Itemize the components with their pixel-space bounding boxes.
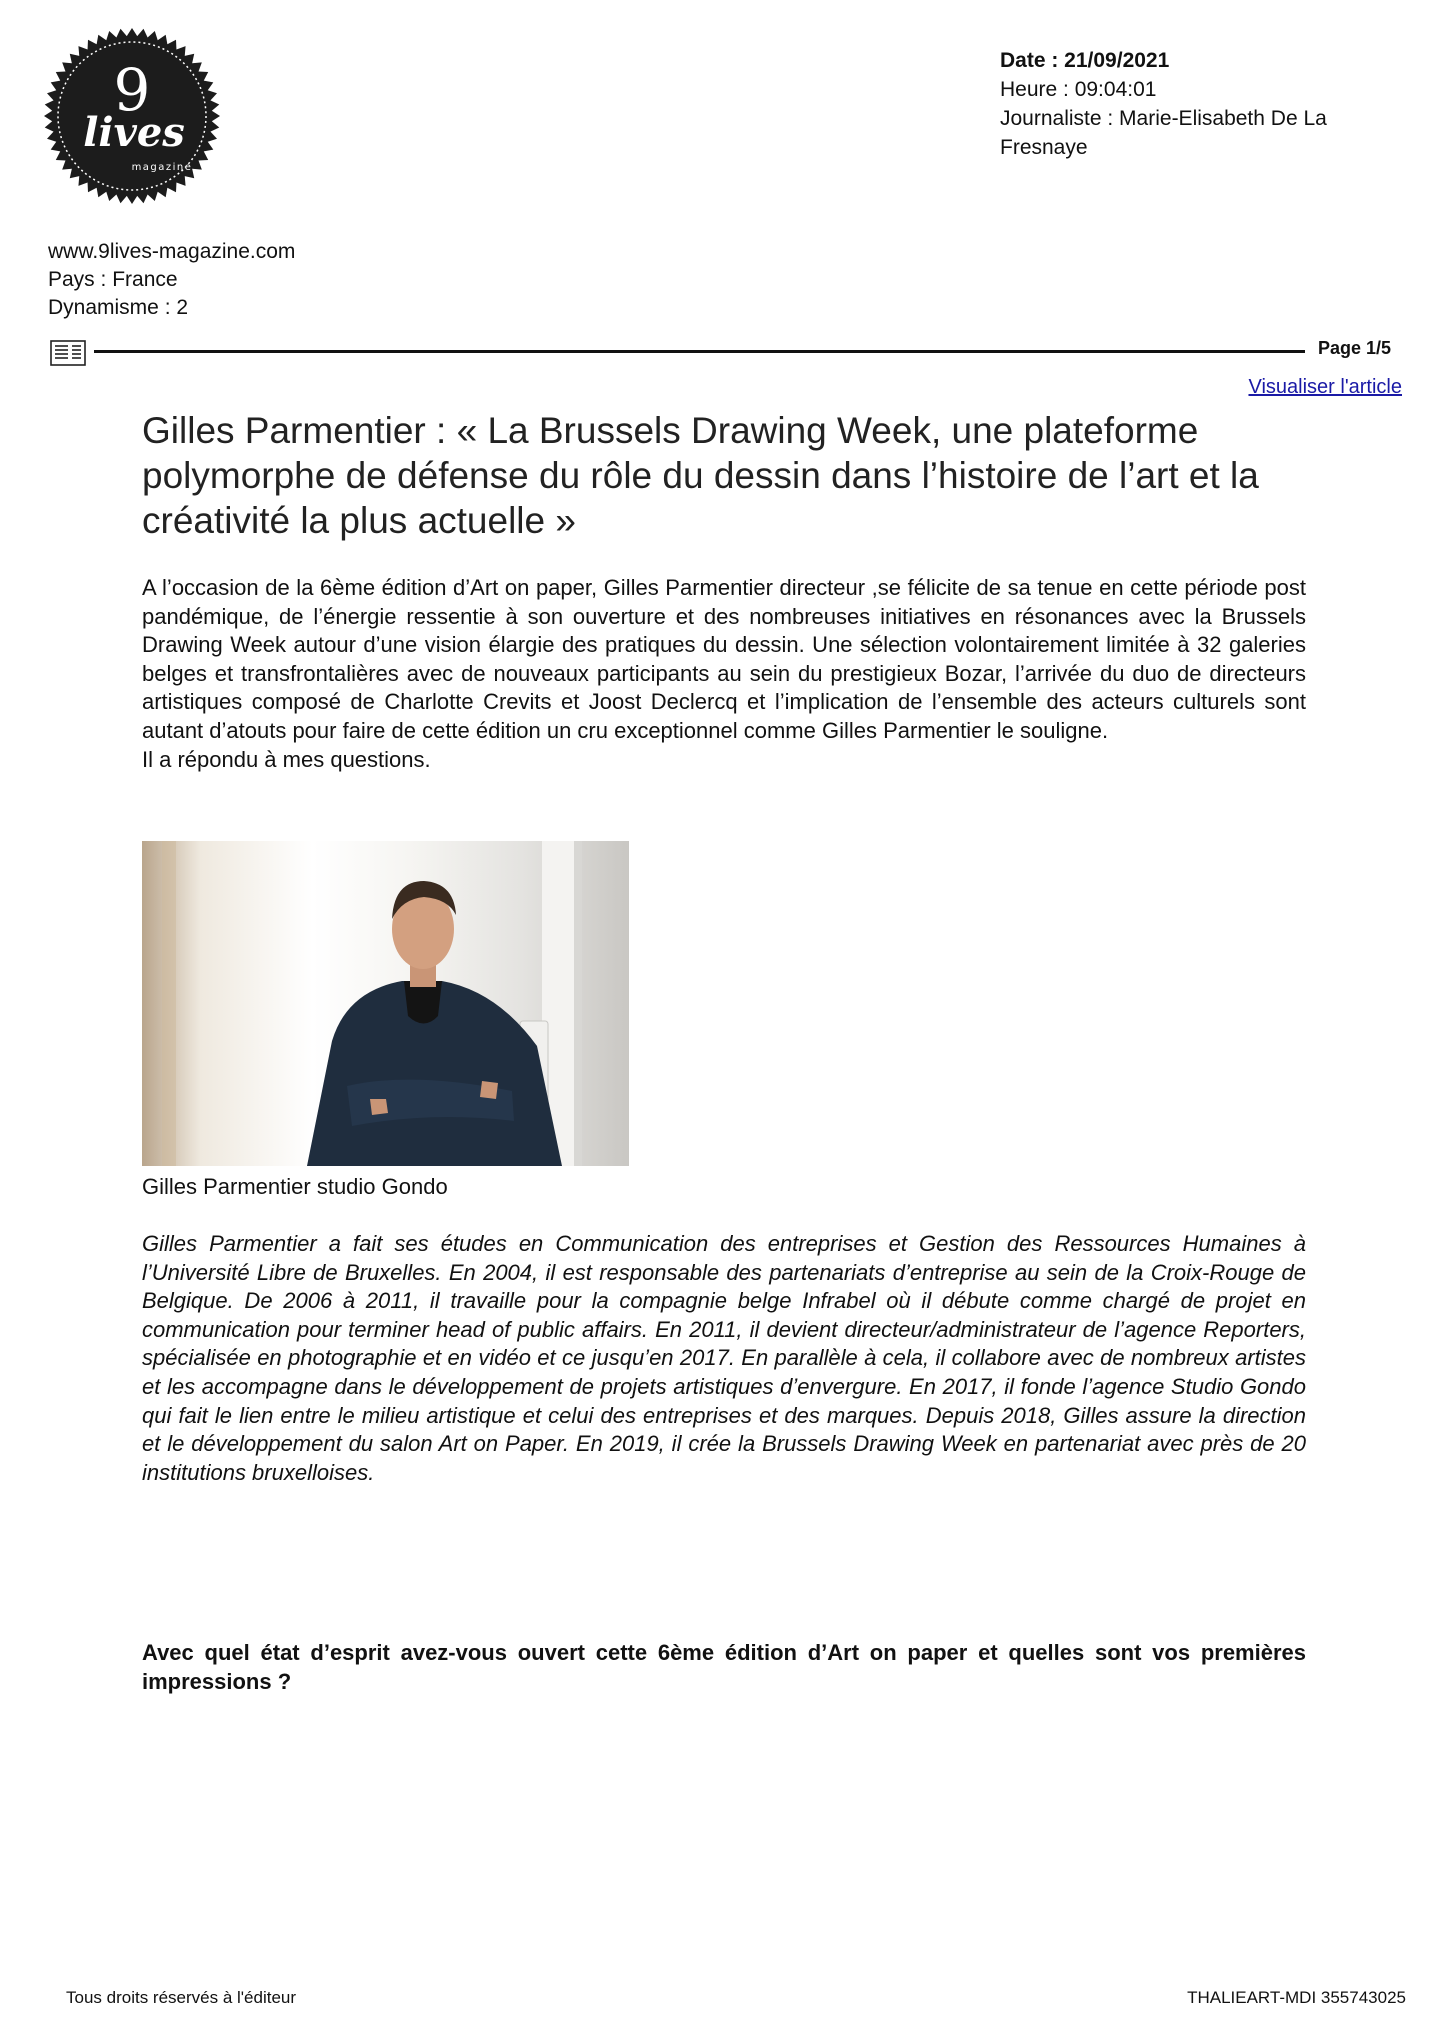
logo-badge — [44, 28, 220, 204]
magazine-logo — [44, 28, 220, 204]
intro-paragraph: A l’occasion de la 6ème édition d’Art on paper, Gilles Parmentier directeur ,se félicite de sa tenue en cette période post pandémique, de l’énergie ressentie à son ouverture et des nombreuses initiatives en résonances avec la Brussels Drawing Week autour d’une vision élargie des pratiques du dessin. Une sélection volontairement limitée à 32 galeries belges et transfrontalières avec de nouveaux participants au sein du prestigieux Bozar, l’arrivée du duo de directeurs artistiques composé de Charlotte Crevits et Joost Declercq et l’implication de l’ensemble des acteurs culturels sont autant d’atouts pour faire de cette édition un cru exceptionnel comme Gilles Parmentier le souligne. — [142, 575, 1306, 743]
footer-reference: THALIEART-MDI 355743025 — [1187, 1988, 1406, 2007]
article-title: Gilles Parmentier : « La Brussels Drawing Week, une plateforme polymorphe de défense du rôle du dessin dans l’histoire de l’art et la créativité la plus actuelle » — [142, 410, 1259, 541]
article-journalist-cont: Fresnaye — [1000, 136, 1088, 159]
article-intro — [142, 574, 1306, 774]
article-journalist: Journaliste : Marie-Elisabeth De La — [1000, 107, 1327, 130]
source-country: Pays : France — [48, 268, 178, 291]
interview-question: Avec quel état d’esprit avez-vous ouvert cette 6ème édition d’Art on paper et quelles sont vos premières impressions ? — [142, 1640, 1306, 1694]
photo-caption: Gilles Parmentier studio Gondo — [142, 1174, 448, 1199]
page-indicator: Page 1/5 — [1318, 338, 1392, 358]
source-website: www.9lives-magazine.com — [48, 240, 296, 263]
header-divider — [94, 350, 1305, 353]
article-time: Heure : 09:04:01 — [1000, 78, 1157, 101]
author-bio: Gilles Parmentier a fait ses études en Communication des entreprises et Gestion des Ressources Humaines à l’Université Libre de Bruxelles. En 2004, il est responsable des partenariats d’entreprise au sein de la Croix-Rouge de Belgique. De 2006 à 2011, il travaille pour la compagnie belge Infrabel où il débute comme chargé de projet en communication pour terminer head of public affairs. En 2011, il devient directeur/administrateur de l’agence Reporters, spécialisée en photographie et en vidéo et ce jusqu’en 2017. En parallèle à cela, il collabore avec de nombreux artistes et les accompagne dans le développement de projets artistiques d’envergure. En 2017, il fonde l’agence Studio Gondo qui fait le lien entre le milieu artistique et celui des entreprises et des marques. Depuis 2018, Gilles assure la direction et le développement du salon Art on Paper. En 2019, il crée la Brussels Drawing Week en partenariat avec près de 20 institutions bruxelloises. — [142, 1231, 1306, 1485]
intro-closing: Il a répondu à mes questions. — [142, 746, 431, 772]
source-meta — [48, 238, 468, 322]
view-article-link[interactable]: Visualiser l'article — [1248, 376, 1402, 398]
logo-subtitle: magazine — [131, 162, 193, 173]
source-dynamism: Dynamisme : 2 — [48, 296, 189, 319]
logo-number: 9 — [113, 56, 151, 124]
portrait-photo — [142, 841, 629, 1166]
footer-rights: Tous droits réservés à l'éditeur — [66, 1988, 297, 2007]
article-meta — [1000, 46, 1400, 162]
logo-word: lives — [83, 109, 185, 156]
document-icon — [50, 340, 86, 366]
article-date: Date : 21/09/2021 — [1000, 49, 1170, 72]
